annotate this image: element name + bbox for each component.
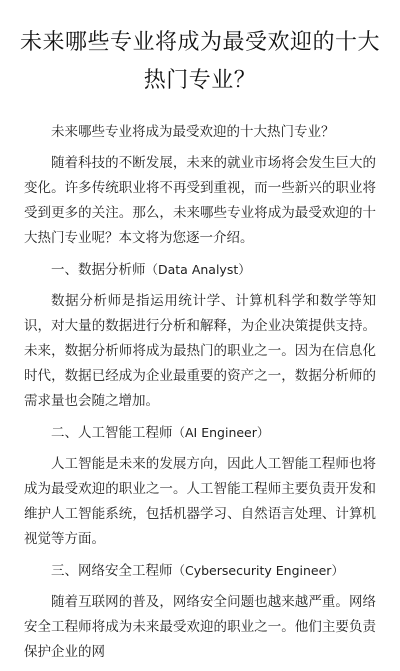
section-heading-en: （Data Analyst） xyxy=(145,262,251,277)
section-heading-en: （AI Engineer） xyxy=(172,425,270,440)
section-body-cybersecurity-engineer: 随着互联网的普及，网络安全问题也越来越严重。网络安全工程师将成为未来最受欢迎的职业之一。他们主要负责保护企业的网 xyxy=(24,594,376,660)
section-heading-ai-engineer xyxy=(24,420,376,446)
section-body-data-analyst: 数据分析师是指运用统计学、计算机科学和数学等知识，对大量的数据进行分析和解释，为企业决策提供支持。未来，数据分析师将成为最热门的职业之一。因为在信息化时代，数据已经成为企业最重要的资产之一，数据分析师的需求量也会随之增加。 xyxy=(24,293,376,409)
document-title: 未来哪些专业将成为最受欢迎的十大热门专业？ xyxy=(20,30,381,93)
section-heading-cybersecurity-engineer xyxy=(24,558,376,584)
section-heading-cn: 三、网络安全工程师 xyxy=(51,563,173,579)
intro-paragraph: 随着科技的不断发展，未来的就业市场将会发生巨大的变化。许多传统职业将不再受到重视，而一些新兴的职业将受到更多的关注。那么，未来哪些专业将成为最受欢迎的十大热门专业呢？本文将为您逐一介绍。 xyxy=(24,155,376,246)
section-heading-cn: 一、数据分析师 xyxy=(51,262,146,278)
section-body-ai-engineer: 人工智能是未来的发展方向，因此人工智能工程师也将成为最受欢迎的职业之一。人工智能工程师主要负责开发和维护人工智能系统，包括机器学习、自然语言处理、计算机视觉等方面。 xyxy=(24,456,376,547)
document-body xyxy=(24,120,376,671)
intro-question: 未来哪些专业将成为最受欢迎的十大热门专业？ xyxy=(51,124,335,140)
section-heading-cn: 二、人工智能工程师 xyxy=(51,425,173,441)
section-heading-en: （Cybersecurity Engineer） xyxy=(172,563,344,578)
section-heading-data-analyst xyxy=(24,257,376,283)
